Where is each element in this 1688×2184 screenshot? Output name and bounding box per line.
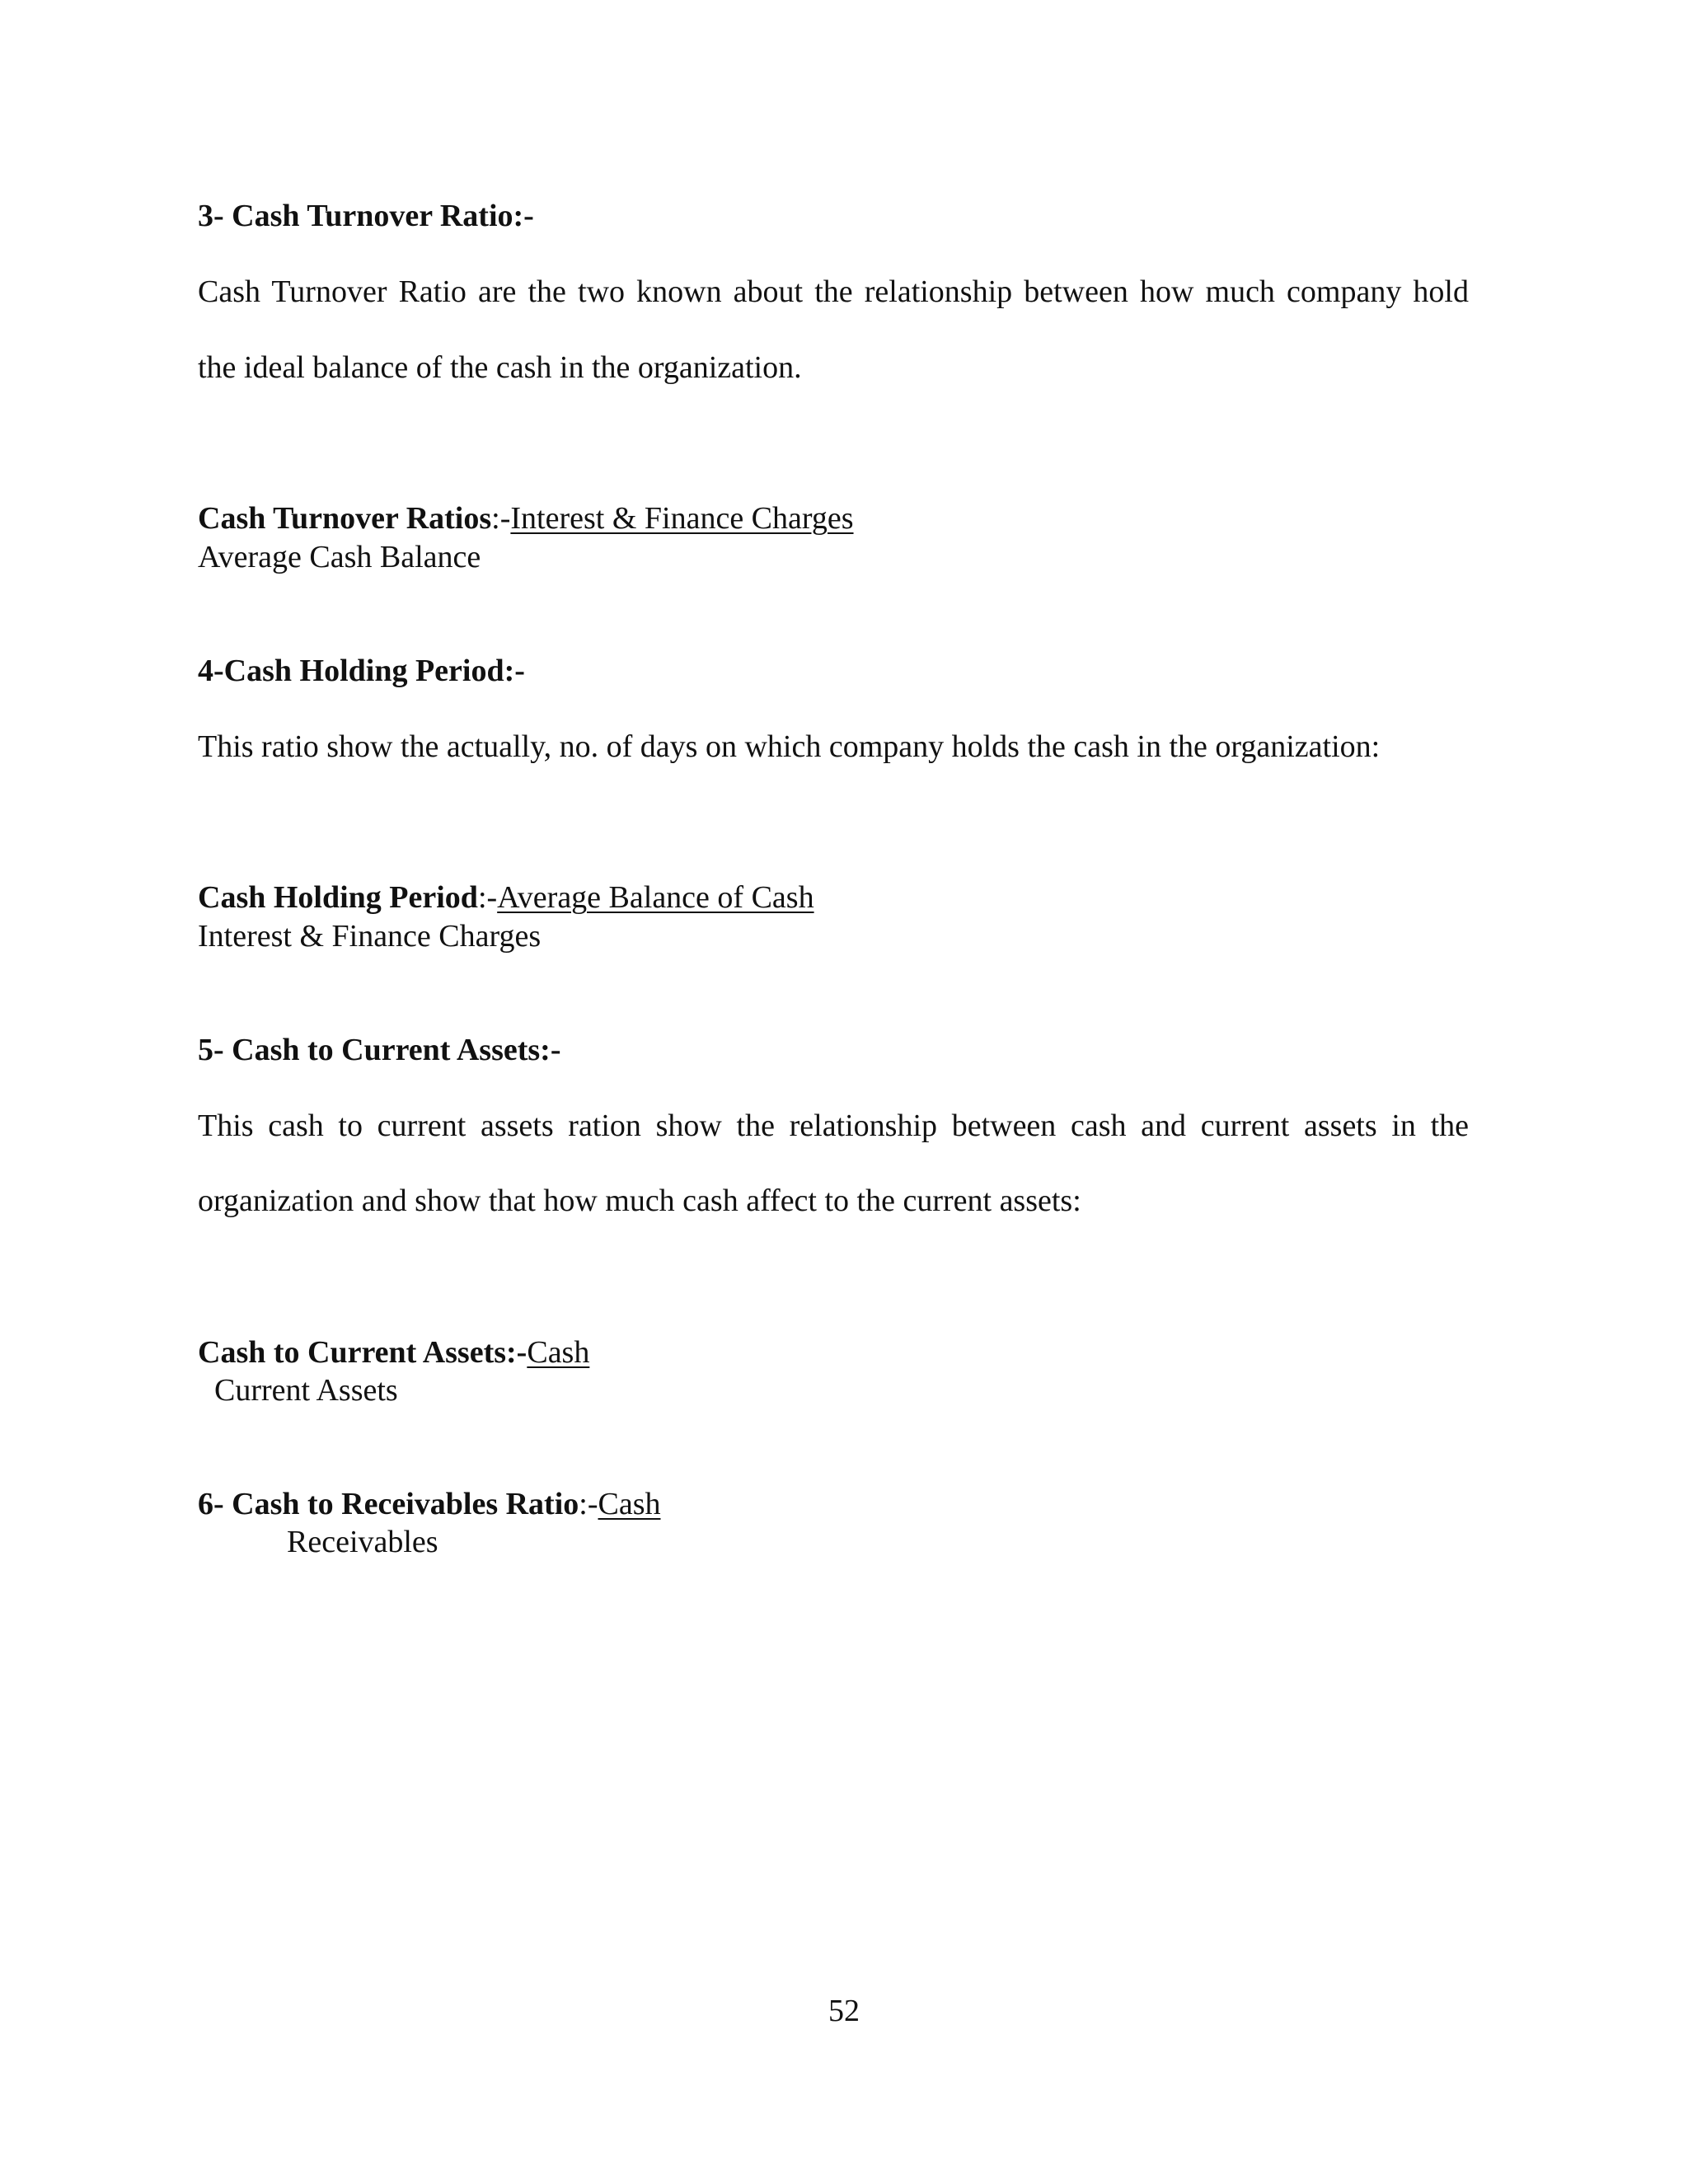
paragraph-line: organization and show that how much cash affect to the current assets: bbox=[198, 1183, 1081, 1218]
formula-denominator: Interest & Finance Charges bbox=[198, 919, 542, 954]
formula-numerator: Cash bbox=[598, 1487, 661, 1521]
formula-separator: :- bbox=[477, 880, 498, 915]
formula-separator: :- bbox=[491, 501, 511, 536]
formula-label: 6- Cash to Receivables Ratio bbox=[198, 1487, 579, 1521]
formula-numerator: Average Balance of Cash bbox=[497, 880, 814, 915]
section-heading-cash-to-current-assets: 5- Cash to Current Assets:- bbox=[198, 1033, 561, 1067]
page-number: 52 bbox=[828, 1994, 860, 2028]
formula-denominator: Average Cash Balance bbox=[198, 540, 481, 574]
formula-label: Cash Turnover Ratios bbox=[198, 501, 492, 536]
formula-numerator: Interest & Finance Charges bbox=[510, 501, 854, 536]
formula-separator: :- bbox=[579, 1487, 598, 1521]
formula-label: Cash to Current Assets:- bbox=[198, 1335, 528, 1370]
paragraph-line: This cash to current assets ration show the relationship between cash and current assets in the bbox=[198, 1108, 1469, 1143]
formula-denominator: Current Assets bbox=[214, 1373, 398, 1408]
section-heading-cash-holding-period: 4-Cash Holding Period:- bbox=[198, 654, 525, 688]
formula-cash-holding-period bbox=[198, 882, 814, 913]
paragraph-line: This ratio show the actually, no. of days on which company holds the cash in the organization: bbox=[198, 729, 1381, 764]
formula-numerator: Cash bbox=[527, 1335, 590, 1370]
paragraph-line: the ideal balance of the cash in the organization. bbox=[198, 350, 802, 385]
formula-cash-turnover-ratio bbox=[198, 503, 854, 534]
formula-cash-to-receivables-ratio bbox=[198, 1488, 661, 1520]
section-heading-cash-turnover-ratio: 3- Cash Turnover Ratio:- bbox=[198, 199, 534, 233]
paragraph-line: Cash Turnover Ratio are the two known about the relationship between how much company hold bbox=[198, 274, 1469, 309]
formula-denominator: Receivables bbox=[287, 1525, 438, 1559]
formula-cash-to-current-assets bbox=[198, 1337, 589, 1368]
formula-label: Cash Holding Period bbox=[198, 880, 478, 915]
